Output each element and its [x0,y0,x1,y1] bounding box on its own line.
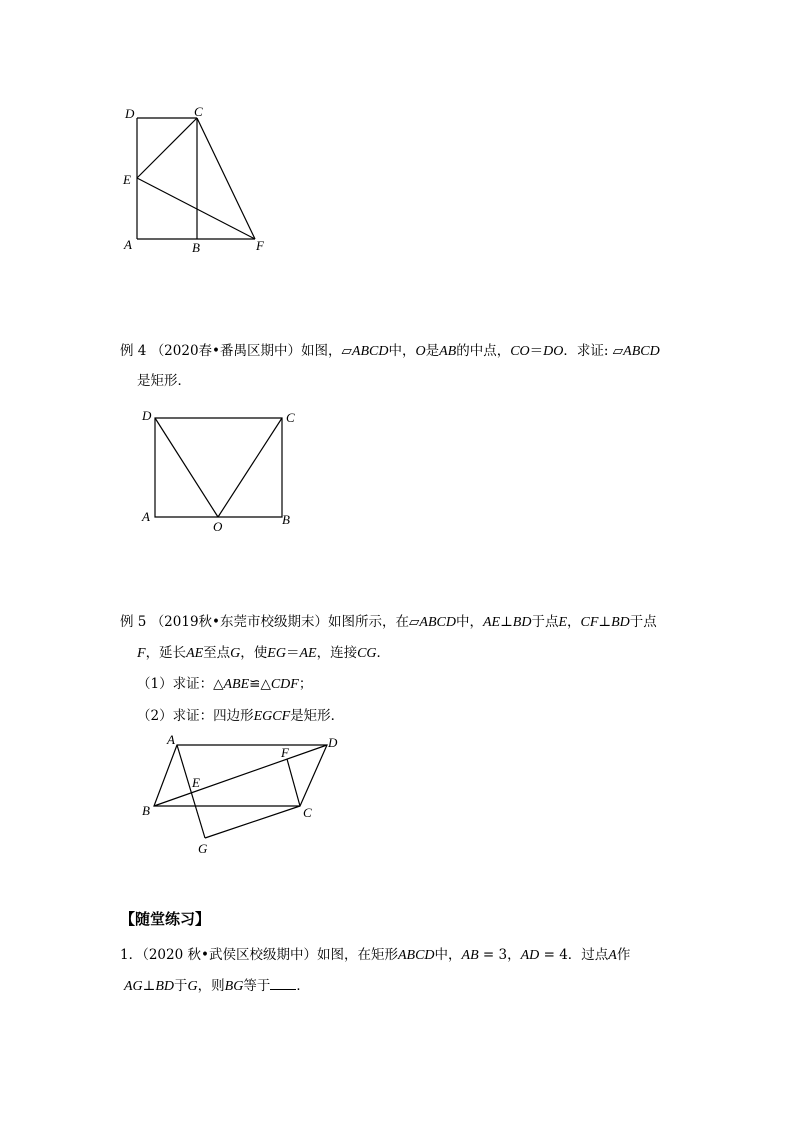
math-ABCD: ABCD [419,615,456,630]
perpendicular-symbol: ⊥ [598,614,612,630]
example5-text: 于点 [531,614,559,630]
math-A: A [608,948,617,963]
practice-source: （2020 秋•武侯区校级期中） [142,947,317,963]
example4-text: ．求证: [563,343,609,359]
fig1-label-C: C [194,104,203,119]
ex4-label-B: B [282,512,290,527]
practice-text: 如图，在矩形 [316,947,398,963]
parallelogram-symbol: ▱ [612,343,624,359]
practice-text: ，则 [197,978,225,994]
math-AE: AE [299,646,317,661]
congruent-symbol: ≌ [249,676,261,692]
ex4-label-A: A [142,509,150,524]
ex5-segment-CF [287,759,300,806]
ex4-label-D: D [142,408,152,423]
math-DO: DO [543,344,564,359]
example4-label: 例 4 [120,343,147,359]
math-AD: AD [520,948,540,963]
math-G: G [230,646,241,661]
practice-heading: 【随堂练习】 [120,910,211,928]
ex5-label-E: E [192,775,200,790]
example5-text: ，连接 [316,645,358,661]
equals-sign: ＝ [529,343,544,359]
ex5-label-D: D [328,735,338,750]
math-E: E [558,615,568,630]
example5-text: ． [376,645,391,661]
perpendicular-symbol: ⊥ [142,978,156,994]
example5-text: ，使 [240,645,268,661]
math-G: G [187,979,198,994]
math-AB: AB [439,344,457,359]
example5-text: 如图所示，在 [328,614,410,630]
parallelogram-symbol: ▱ [341,343,352,359]
math-BD: BD [611,615,630,630]
example5-text: 是矩形． [290,708,345,724]
example4-text: 是 [425,343,440,359]
triangle-symbol: △ [213,676,224,692]
ex5-label-A: A [167,732,175,747]
example4-text: 中， [388,343,416,359]
math-AG: AG [124,979,143,994]
example5-label: 例 5 [120,614,147,630]
ex4-label-O: O [213,519,223,534]
practice-question-number: 1． [120,947,143,963]
ex5-segment-AG [177,745,205,838]
math-BG: BG [224,979,244,994]
example5-text: 中， [455,614,483,630]
perpendicular-symbol: ⊥ [500,614,513,630]
practice-text: 作 [616,947,631,963]
math-EG: EG [267,646,286,661]
example5-text: 于点 [629,614,657,630]
equals-sign: ＝ [285,645,300,661]
math-F: F [137,646,146,661]
fig1-label-F: F [256,238,264,253]
ex5-segment-GC [205,806,300,838]
ex5-label-G: G [198,841,208,856]
math-CDF: CDF [270,677,299,692]
math-AE: AE [482,615,501,630]
practice-text: ． [296,978,310,994]
math-AB: AB [461,948,479,963]
math-ABCD: ABCD [397,948,435,963]
example5-text: ，延长 [145,645,187,661]
practice-question-1-line1 [120,945,630,966]
math-BD: BD [512,615,532,630]
math-AE: AE [186,646,204,661]
ex5-label-F: F [281,745,289,760]
ex5-label-C: C [303,805,312,820]
math-EGCF: EGCF [253,709,291,724]
math-CF: CF [580,615,599,630]
parallelogram-symbol: ▱ [409,614,420,630]
ex4-label-C: C [286,410,295,425]
math-BD: BD [155,979,175,994]
fig1-label-B: B [192,240,200,255]
example5-text: ， [567,614,581,630]
practice-text: = 4．过点 [539,947,609,963]
fig1-label-A: A [124,237,132,252]
math-ABE: ABE [223,677,250,692]
ex5-label-B: B [142,803,150,818]
example4-text: 是矩形． [137,373,191,389]
fig1-label-D: D [125,106,135,121]
example4-source: （2020春•番禺区期中） [150,343,302,359]
answer-blank[interactable] [270,977,296,990]
math-ABCD: ABCD [351,344,389,359]
practice-text: 中， [434,947,462,963]
practice-text: = 3， [478,947,521,963]
example5-text: ； [298,676,313,692]
math-CG: CG [357,646,377,661]
practice-text: 等于 [243,978,271,994]
example5-source: （2019秋•东莞市校级期末） [150,614,329,630]
practice-text: 于 [174,978,188,994]
example5-text: 至点 [203,645,231,661]
practice-question-1-line2 [124,976,310,997]
triangle-symbol: △ [260,676,271,692]
fig1-label-E: E [123,172,131,187]
math-ABCD: ABCD [623,344,660,359]
example4-text: 的中点， [456,343,511,359]
math-O: O [415,344,426,359]
question-1-label: （1）求证： [137,676,214,692]
question-2-label: （2）求证：四边形 [137,708,254,724]
math-CO: CO [510,344,530,359]
example4-text: 如图， [301,343,342,359]
